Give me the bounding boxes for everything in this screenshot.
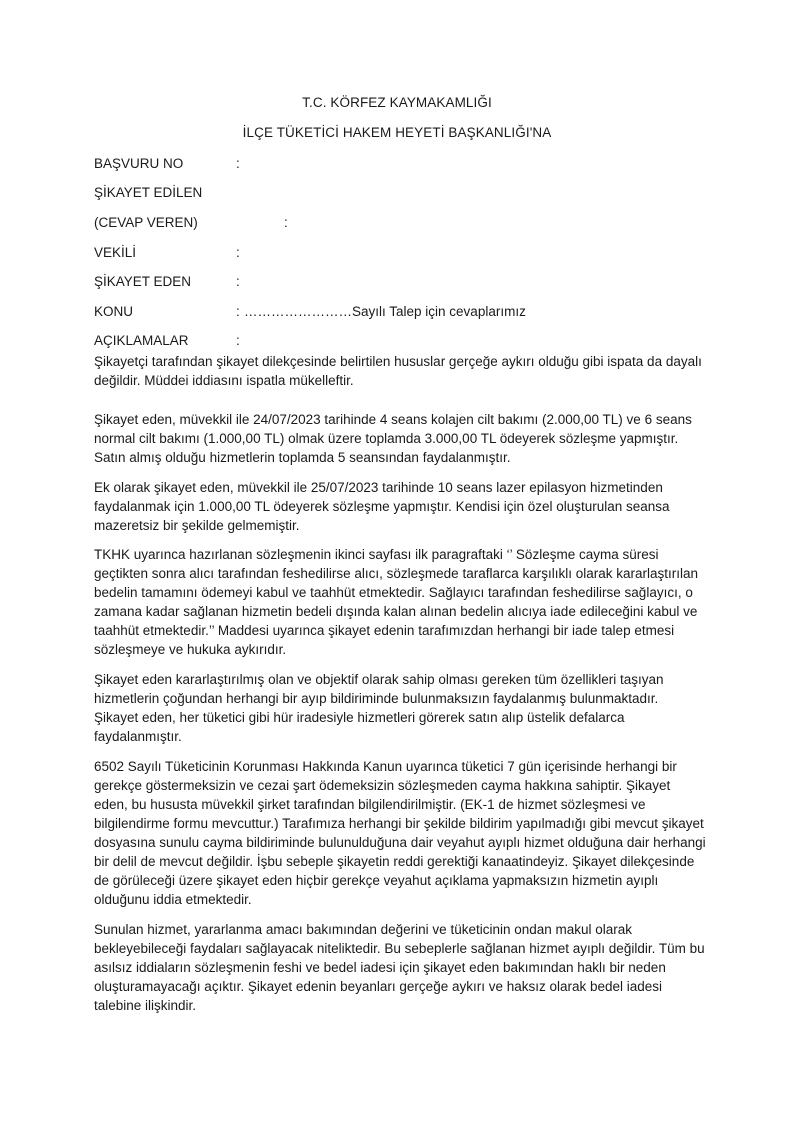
paragraph-3: Ek olarak şikayet eden, müvekkil ile 25/07/2023 tarihinde 10 seans lazer epilasyon hizmetinden faydalanmak için 1.000,00 TL ödeyerek sözleşme yapmıştır. Kendisi için özel oluşturulan seansa mazeretsiz bir şekilde gelmemiştir. — [94, 480, 670, 533]
field-label: (CEVAP VEREN) — [94, 215, 198, 230]
paragraph-7: Sunulan hizmet, yararlanma amacı bakımından değerini ve tüketicinin ondan makul olarak bekleyebileceği faydaları sağlayacak niteliktedir. Bu sebeplerle sağlanan hizmet ayıplı değildir. Tüm bu asılsız iddiaların sözleşmenin feshi ve bedel iadesi için şikayet eden bakımından haklı bir neden oluşturamayacağı açıktır. Şikayet edenin beyanları gerçeğe aykırı ve haksız olarak bedel iadesi talebine ilişkindir. — [94, 922, 705, 1013]
field-label: BAŞVURU NO — [94, 156, 184, 171]
field-label: ŞİKAYET EDİLEN — [94, 185, 203, 200]
field-colon: : — [236, 333, 240, 348]
field-label: AÇIKLAMALAR — [94, 333, 189, 348]
field-label: VEKİLİ — [94, 245, 137, 260]
field-label: ŞİKAYET EDEN — [94, 274, 192, 289]
field-label: KONU — [94, 304, 134, 319]
paragraph-2: Şikayet eden, müvekkil ile 24/07/2023 tarihinde 4 seans kolajen cilt bakımı (2.000,00 TL) ve 6 seans normal cilt bakımı (1.000,00 TL) olmak üzere toplamda 3.000,00 TL ödeyerek sözleşme yapmıştır. Satın almış olduğu hizmetlerin toplamda 5 seansından faydalanmıştır. — [94, 412, 692, 465]
field-colon: : — [236, 156, 240, 171]
field-colon: : — [236, 245, 240, 260]
field-colon: : — [284, 215, 288, 230]
addressee-title: İLÇE TÜKETİCİ HAKEM HEYETİ BAŞKANLIĞI'NA — [242, 125, 552, 140]
paragraph-6: 6502 Sayılı Tüketicinin Korunması Hakkında Kanun uyarınca tüketici 7 gün içerisinde herhangi bir gerekçe göstermeksizin ve cezai şart ödemeksizin sözleşmeden cayma hakkına sahiptir. Şikayet eden, bu hususta müvekkil şirket tarafından bilgilendirilmiştir. (EK-1 de hizmet sözleşmesi ve bilgilendirme formu mevcuttur.) Tarafımıza herhangi bir şekilde bildirim yapılmadığı gibi mevcut şikayet dosyasına sunulu cayma bildiriminde bulunulduğuna dair veyahut ayıplı hizmet olduğuna dair herhangi bir delil de mevcut değildir. İşbu sebeple şikayetin reddi gerektiği kanaatindeyiz. Şikayet dilekçesinde de görüleceği üzere şikayet eden hiçbir gerekçe veyahut açıklama yapmaksızın hizmetin ayıplı olduğunu iddia etmektedir. — [94, 759, 706, 907]
field-colon: : — [236, 274, 240, 289]
field-colon: : — [236, 304, 240, 319]
field-value: ……………………Sayılı Talep için cevaplarımız — [244, 304, 526, 319]
paragraph-1: Şikayetçi tarafından şikayet dilekçesinde belirtilen hususlar gerçeğe aykırı olduğu gibi ispata da dayalı değildir. Müddei iddiasını ispatla mükelleftir. — [94, 354, 702, 388]
authority-title: T.C. KÖRFEZ KAYMAKAMLIĞI — [302, 95, 492, 110]
paragraph-4: TKHK uyarınca hazırlanan sözleşmenin ikinci sayfası ilk paragraftaki ‘’ Sözleşme cayma süresi geçtikten sonra alıcı tarafından feshedilirse alıcı, sözleşmede taraflarca karşılıklı olarak kararlaştırılan bedelin tamamını ödemeyi kabul ve taahhüt etmektedir. Sağlayıcı tarafından feshedilirse sağlayıcı, o zamana kadar sağlanan hizmetin bedeli dışında kalan alınan bedelin alıcıya iade edileceğini kabul ve taahhüt etmektedir.’’ Maddesi uyarınca şikayet edenin tarafımızdan herhangi bir iade talep etmesi sözleşmeye ve hukuka aykırıdır. — [94, 547, 699, 657]
paragraph-5: Şikayet eden kararlaştırılmış olan ve objektif olarak sahip olması gereken tüm özellikleri taşıyan hizmetlerin çoğundan herhangi bir ayıp bildiriminde bulunmaksızın faydalanmış bulunmaktadır. Şikayet eden, her tüketici gibi hür iradesiyle hizmetleri görerek satın alıp üstelik defalarca faydalanmıştır. — [94, 672, 664, 744]
